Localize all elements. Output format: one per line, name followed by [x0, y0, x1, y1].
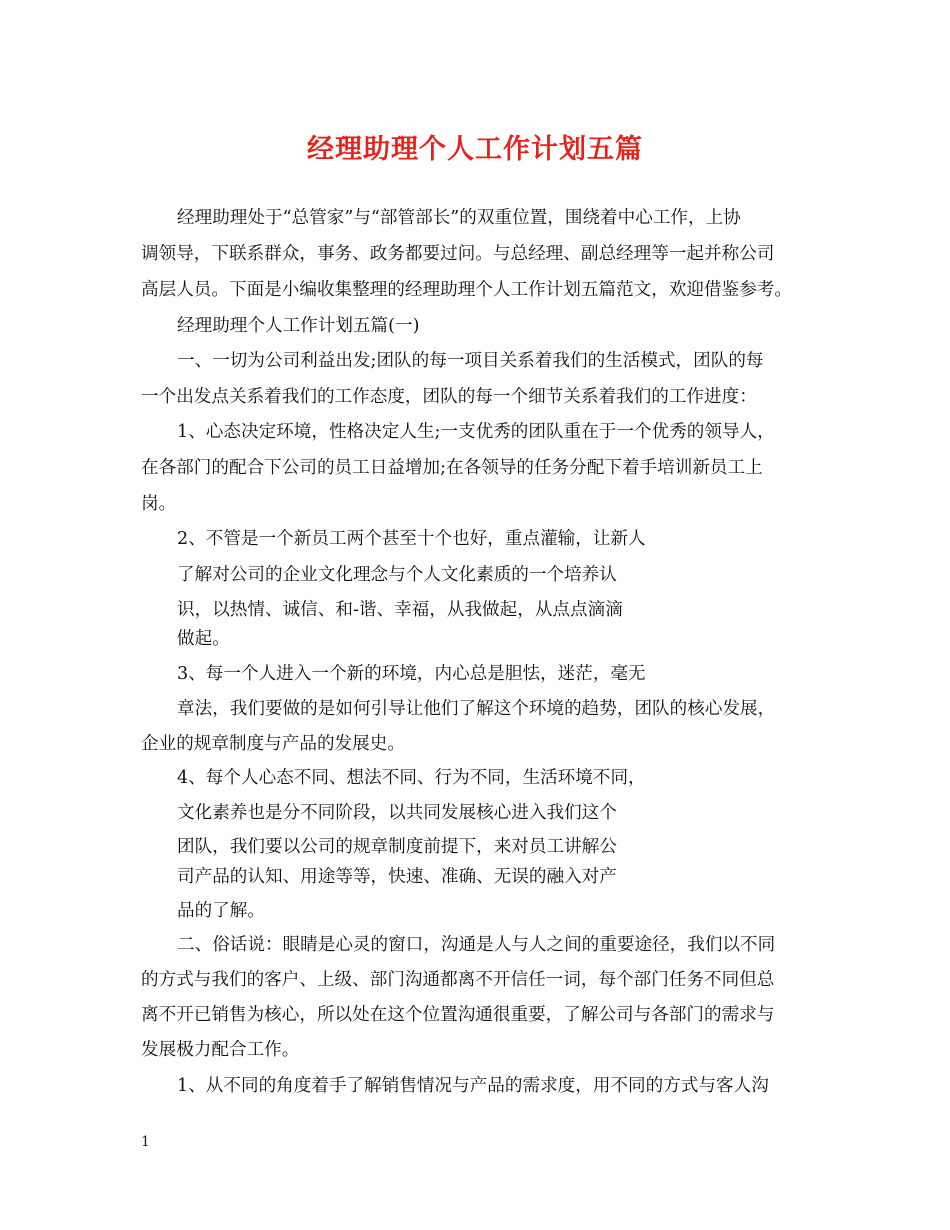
- text-line: 司产品的认知、用途等等，快速、准确、无误的融入对产: [177, 867, 617, 887]
- text-line: 一、一切为公司利益出发;团队的每一项目关系着我们的生活模式，团队的每: [177, 351, 764, 371]
- text-line: 章法，我们要做的是如何引导让他们了解这个环境的趋势，团队的核心发展，: [177, 699, 776, 719]
- text-line: 识，以热情、诚信、和-谐、幸福，从我做起，从点点滴滴: [177, 600, 623, 620]
- text-line: 岗。: [141, 494, 177, 514]
- text-line: 经理助理个人工作计划五篇(一): [177, 316, 420, 336]
- text-line: 4、每个人心态不同、想法不同、行为不同，生活环境不同，: [177, 768, 646, 788]
- text-line: 团队，我们要以公司的规章制度前提下，来对员工讲解公: [177, 837, 617, 857]
- document-title: 经理助理个人工作计划五篇: [307, 134, 643, 165]
- text-line: 发展极力配合工作。: [141, 1040, 300, 1060]
- text-line: 在各部门的配合下公司的员工日益增加;在各领导的任务分配下着手培训新员工上: [141, 458, 763, 478]
- text-line: 3、每一个人进入一个新的环境，内心总是胆怯，迷茫，毫无: [177, 664, 646, 684]
- page-number: 1: [141, 1134, 150, 1150]
- text-line: 二、俗话说：眼睛是心灵的窗口，沟通是人与人之间的重要途径，我们以不同: [177, 935, 776, 955]
- text-line: 文化素养也是分不同阶段，以共同发展核心进入我们这个: [177, 803, 617, 823]
- text-line: 的方式与我们的客户、上级、部门沟通都离不开信任一词，每个部门任务不同但总: [141, 970, 775, 990]
- text-line: 做起。: [177, 629, 230, 649]
- text-line: 离不开已销售为核心，所以处在这个位置沟通很重要，了解公司与各部门的需求与: [141, 1005, 775, 1025]
- text-line: 品的了解。: [177, 901, 265, 921]
- text-line: 高层人员。下面是小编收集整理的经理助理个人工作计划五篇范文，欢迎借鉴参考。: [141, 280, 792, 300]
- text-line: 1、从不同的角度着手了解销售情况与产品的需求度，用不同的方式与客人沟: [177, 1076, 769, 1096]
- text-line: 企业的规章制度与产品的发展史。: [141, 734, 405, 754]
- text-line: 1、心态决定环境，性格决定人生;一支优秀的团队重在于一个优秀的领导人，: [177, 422, 775, 442]
- text-line: 调领导，下联系群众，事务、政务都要过问。与总经理、副总经理等一起并称公司: [141, 244, 775, 264]
- text-line: 经理助理处于“总管家”与“部管部长”的双重位置，围绕着中心工作，上协: [177, 208, 741, 228]
- text-line: 了解对公司的企业文化理念与个人文化素质的一个培养认: [177, 565, 617, 585]
- text-line: 2、不管是一个新员工两个甚至十个也好，重点灌输，让新人: [177, 529, 646, 549]
- text-line: 一个出发点关系着我们的工作态度，团队的每一个细节关系着我们的工作进度：: [141, 387, 757, 407]
